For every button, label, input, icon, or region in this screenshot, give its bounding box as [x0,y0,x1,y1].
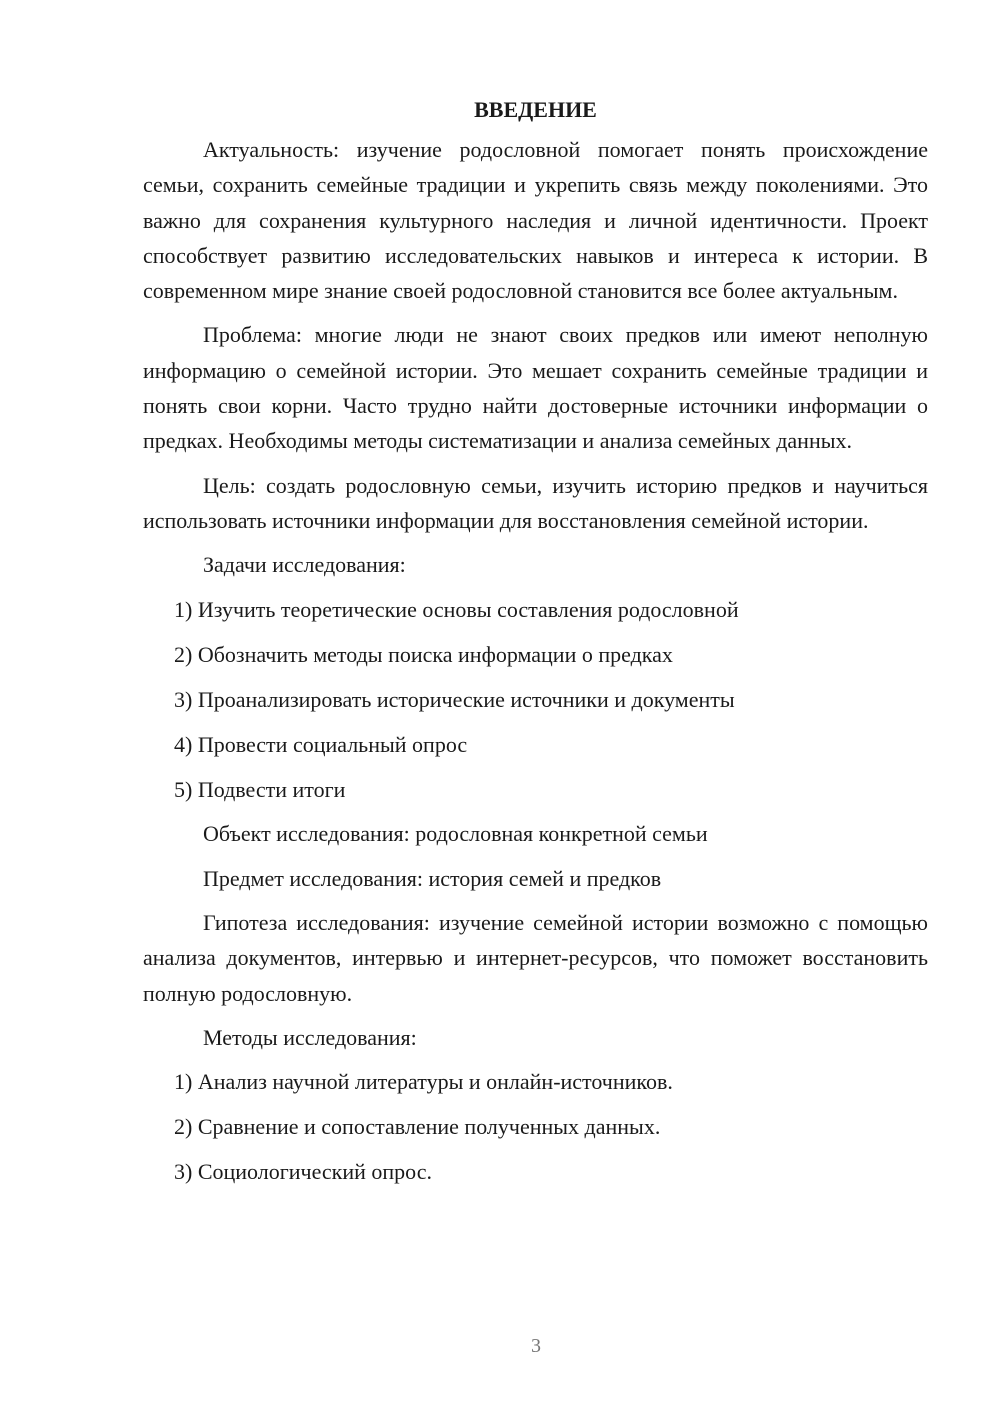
method-item: 3) Социологический опрос. [174,1159,432,1185]
tasks-list [143,592,928,807]
object-paragraph: Объект исследования: родословная конкретной семьи [203,821,708,847]
tasks-title: Задачи исследования: [203,552,406,578]
page-number: 3 [531,1335,541,1357]
method-item: 2) Сравнение и сопоставление полученных данных. [174,1114,661,1140]
method-item: 1) Анализ научной литературы и онлайн-источников. [174,1069,673,1095]
methods-title: Методы исследования: [203,1024,417,1050]
relevance-paragraph: Актуальность: изучение родословной помогает понять происхождение семьи, сохранить семейные традиции и укрепить связь между поколениями. Это важно для сохранения культурного наследия и личной идентичности. Проект способствует развитию исследовательских навыков и интереса к истории. В современном мире знание своей родословной становится все более актуальным. [143,137,928,304]
task-item: 5) Подвести итоги [174,776,346,802]
page-heading: ВВЕДЕНИЕ [474,97,597,122]
task-item: 3) Проанализировать исторические источники и документы [174,686,735,712]
document-page [143,94,928,1199]
hypothesis-paragraph: Гипотеза исследования: изучение семейной истории возможно с помощью анализа документов, интервью и интернет-ресурсов, что поможет восстановить полную родословную. [143,910,928,1006]
task-item: 1) Изучить теоретические основы составления родословной [174,596,739,622]
problem-paragraph: Проблема: многие люди не знают своих предков или имеют неполную информацию о семейной истории. Это мешает сохранить семейные традиции и понять свои корни. Часто трудно найти достоверные источники информации о предках. Необходимы методы систематизации и анализа семейных данных. [143,322,928,454]
methods-list [143,1064,928,1189]
task-item: 2) Обозначить методы поиска информации о предках [174,641,673,667]
goal-paragraph: Цель: создать родословную семьи, изучить историю предков и научиться использовать источники информации для восстановления семейной истории. [143,472,928,533]
subject-paragraph: Предмет исследования: история семей и предков [203,865,662,891]
task-item: 4) Провести социальный опрос [174,731,468,757]
